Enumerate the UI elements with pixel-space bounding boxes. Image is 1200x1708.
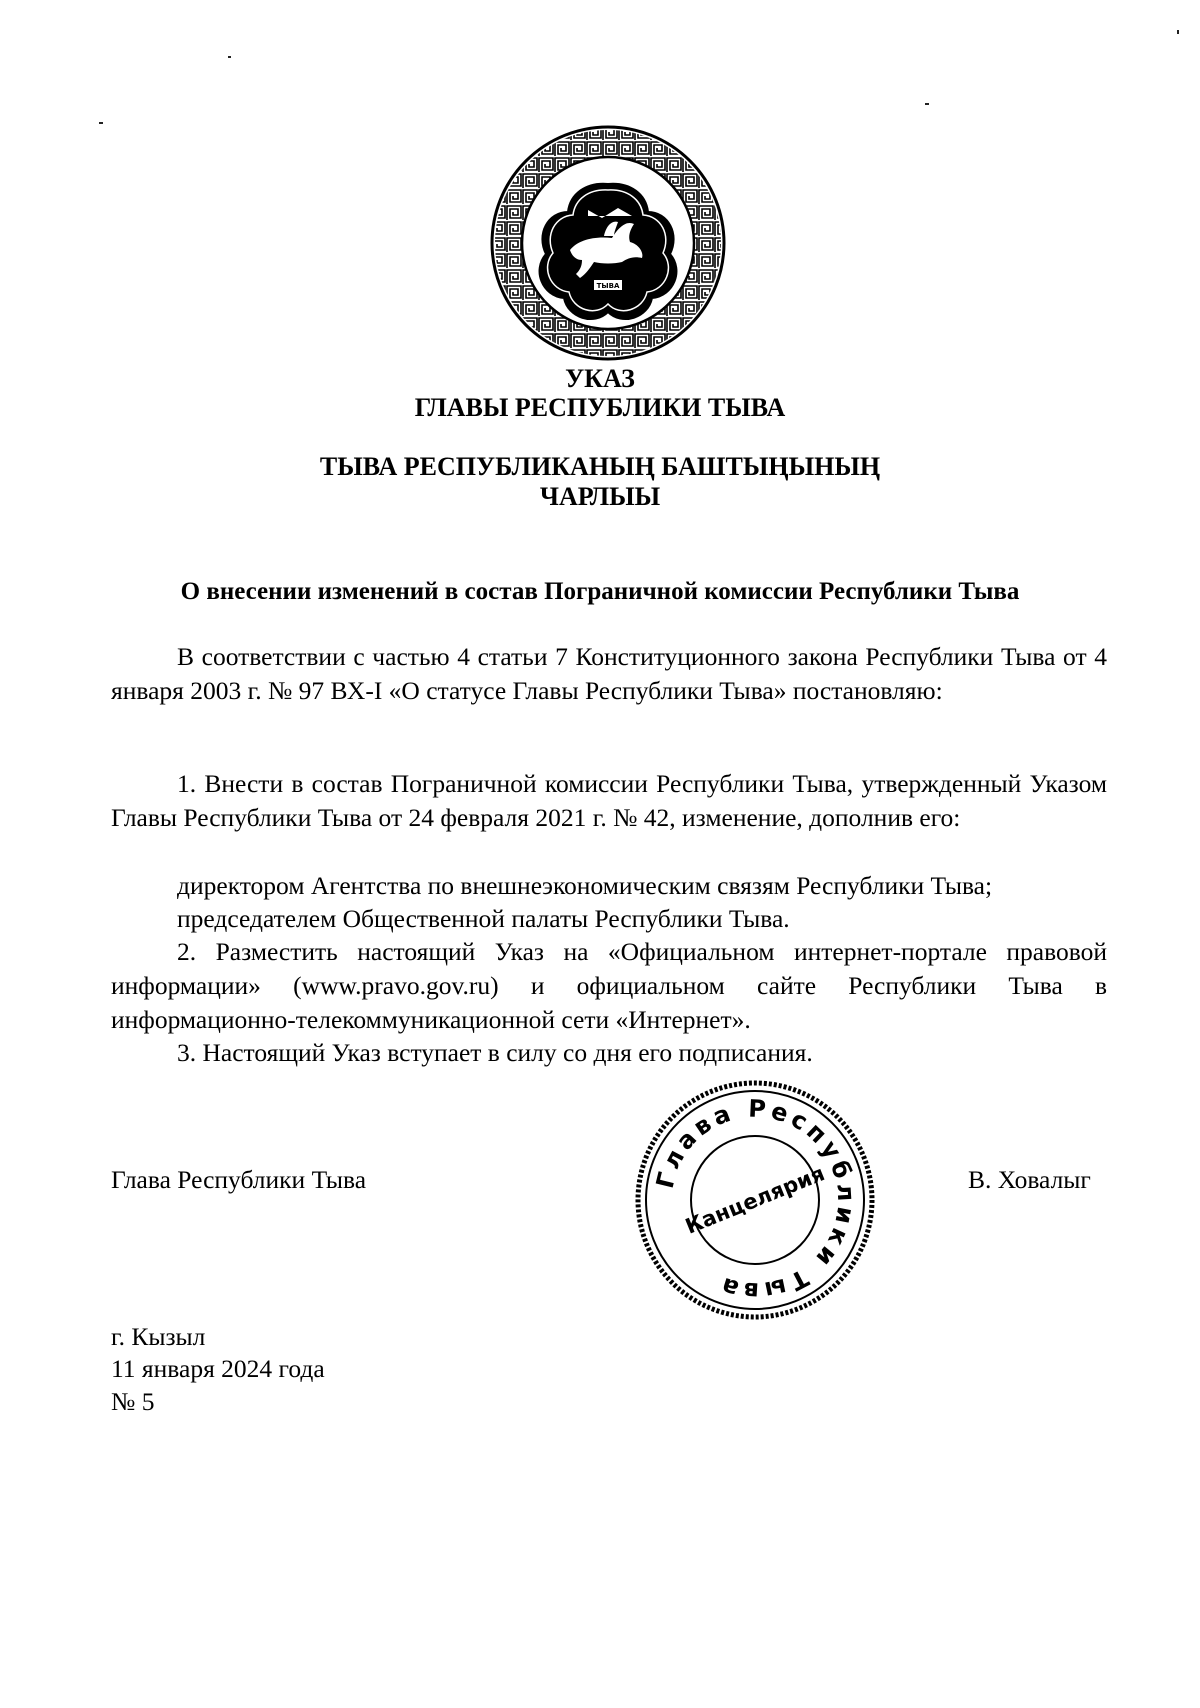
item-1: 1. Внести в состав Пограничной комиссии Республики Тыва, утвержденный Указом Главы Республики Тыва от 24 февраля 2021 г. № 42, изменение, дополнив его: bbox=[111, 769, 1107, 832]
preamble: В соответствии с частью 4 статьи 7 Конституционного закона Республики Тыва от 4 января 2003 г. № 97 ВХ-I «О статусе Главы Республики Тыва» постановляю: bbox=[111, 642, 1107, 705]
stamp-center-text: Канцелярия bbox=[682, 1161, 828, 1239]
signatory-name: В. Ховалыг bbox=[968, 1165, 1091, 1194]
stamp-ring-text: Глава Республики Тыва bbox=[650, 1094, 861, 1306]
scan-speck bbox=[228, 56, 231, 58]
document-title: О внесении изменений в состав Пограничной комиссии Республики Тыва bbox=[180, 578, 1020, 605]
item-1-sub-2: председателем Общественной палаты Республики Тыва. bbox=[177, 904, 790, 933]
scan-speck bbox=[1177, 30, 1179, 34]
doc-type-tyv: ЧАРЛЫЫ bbox=[539, 482, 661, 511]
office-stamp bbox=[630, 1075, 880, 1325]
emblem-text: ТЫВА bbox=[596, 282, 620, 290]
issuer-tyv: ТЫВА РЕСПУБЛИКАНЫҢ БАШТЫҢЫНЫҢ bbox=[319, 452, 881, 481]
item-3: 3. Настоящий Указ вступает в силу со дня его подписания. bbox=[177, 1038, 813, 1067]
issue-city: г. Кызыл bbox=[111, 1322, 206, 1351]
signatory-position: Глава Республики Тыва bbox=[111, 1165, 367, 1194]
scan-speck bbox=[925, 103, 929, 105]
issuer-ru: ГЛАВЫ РЕСПУБЛИКИ ТЫВА bbox=[414, 393, 786, 422]
issue-date: 11 января 2024 года bbox=[111, 1354, 325, 1383]
item-1-sub-1: директором Агентства по внешнеэкономическим связям Республики Тыва; bbox=[177, 871, 993, 900]
decree-number: № 5 bbox=[111, 1387, 155, 1416]
republic-emblem bbox=[490, 125, 726, 361]
scan-speck bbox=[99, 122, 103, 124]
doc-type-ru: УКАЗ bbox=[565, 364, 635, 393]
item-2: 2. Разместить настоящий Указ на «Официальном интернет-портале правовой информации» (www.pravo.gov.ru) и официальном сайте Республики Тыва в информационно-телекоммуникационной сети «Интернет». bbox=[111, 937, 1107, 1034]
